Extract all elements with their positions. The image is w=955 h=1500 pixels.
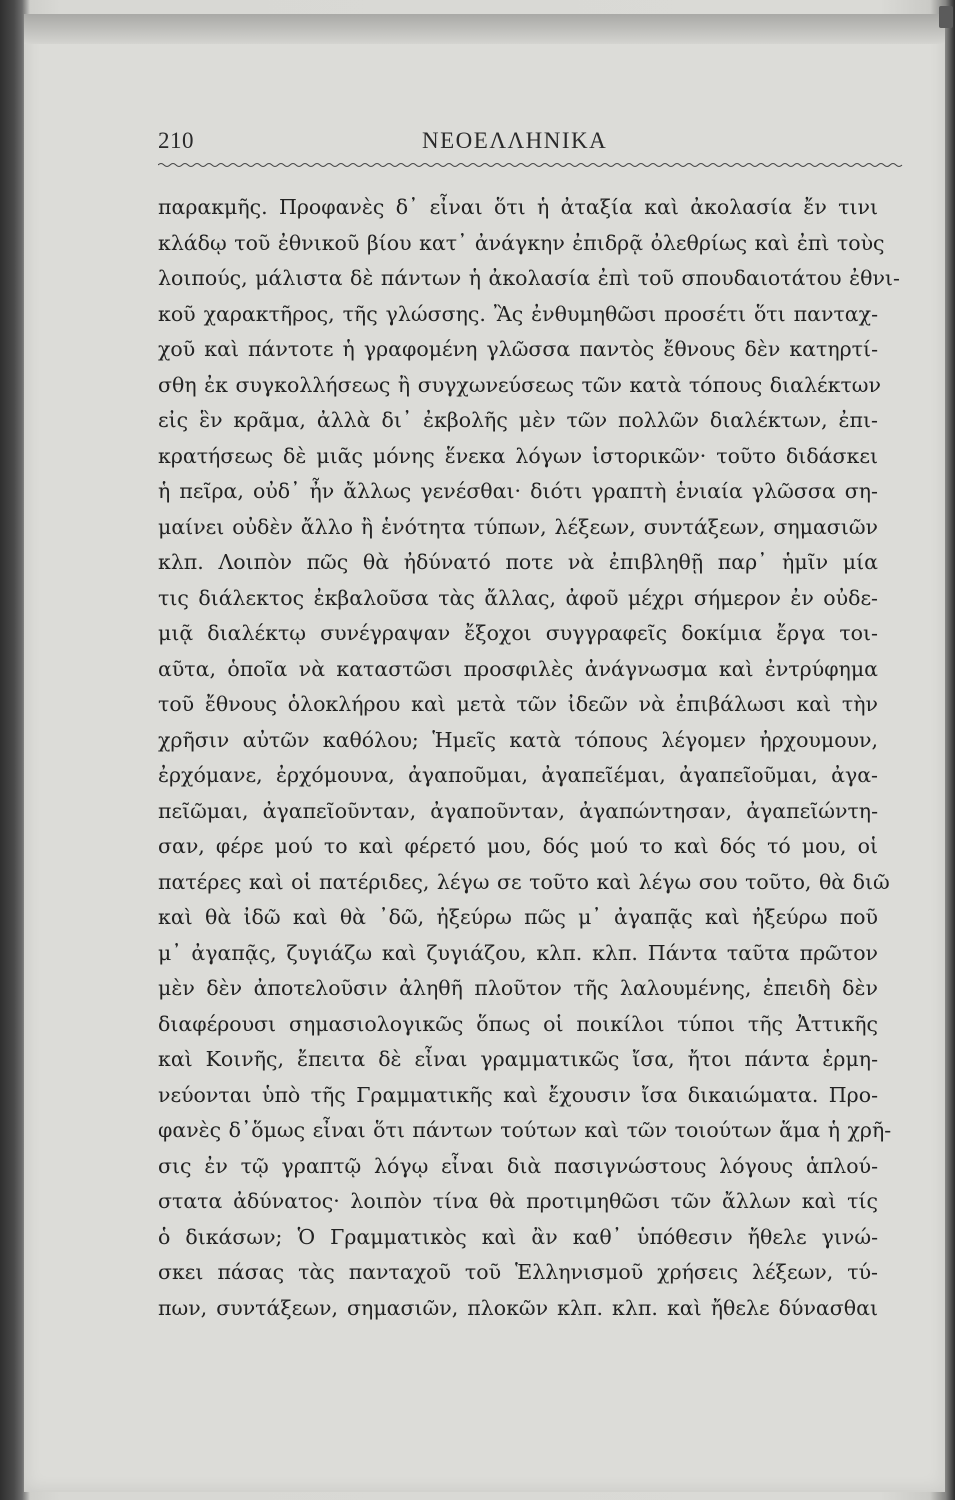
text-line: κλπ. Λοιπὸν πῶς θὰ ἠδύνατό ποτε νὰ ἐπιβληθῇ παρ᾽ ἡμῖν μία (158, 550, 878, 574)
text-line: αῦτα, ὁποῖα νὰ καταστῶσι προσφιλὲς ἀνάγνωσμα καὶ ἐντρύφημα (158, 656, 878, 681)
text-line: καὶ Κοινῆς, ἔπειτα δὲ εἶναι γραμματικῶς ἴσα, ἤτοι πάντα ἑρμη- (158, 1047, 878, 1071)
text-line: ἡ πεῖρα, οὐδ᾽ ἦν ἄλλως γενέσθαι· διότι γραπτὴ ἑνιαία γλῶσσα ση- (158, 479, 878, 503)
text-line: εἰς ἓν κρᾶμα, ἀλλὰ δι᾽ ἐκβολῆς μὲν τῶν πολλῶν διαλέκτων, ἐπι- (158, 408, 878, 432)
text-line: κλάδῳ τοῦ ἐθνικοῦ βίου κατ᾽ ἀνάγκην ἐπιδρᾷ ὀλεθρίως καὶ ἐπὶ τοὺς (158, 230, 885, 255)
text-line: κοῦ χαρακτῆρος, τῆς γλώσσης. Ἂς ἐνθυμηθῶσι προσέτι ὅτι πανταχ- (158, 301, 878, 326)
text-line: ἐρχόμανε, ἐρχόμουνα, ἀγαποῦμαι, ἀγαπεῖέμαι, ἀγαπεῖοῦμαι, ἀγα- (158, 763, 878, 787)
text-line: παρακμῆς. Προφανὲς δ᾽ εἶναι ὅτι ἡ ἀταξία καὶ ἀκολασία ἔν τινι (158, 195, 878, 219)
text-line: πεῖῶμαι, ἀγαπεῖοῦνταν, ἀγαποῦνταν, ἀγαπώντησαν, ἀγαπεῖώντη- (158, 798, 878, 823)
text-line: καὶ θὰ ἰδῶ καὶ θὰ ᾽δῶ, ἠξεύρω πῶς μ᾽ ἀγαπᾷς καὶ ἠξεύρω ποῦ (158, 905, 878, 929)
text-line: τοῦ ἔθνους ὁλοκλήρου καὶ μετὰ τῶν ἰδεῶν νὰ ἐπιβάλωσι καὶ τὴν (158, 692, 878, 716)
text-line: κρατήσεως δὲ μιᾶς μόνης ἕνεκα λόγων ἱστορικῶν· τοῦτο διδάσκει (158, 443, 878, 468)
text-line: λοιπούς, μάλιστα δὲ πάντων ἡ ἀκολασία ἐπὶ τοῦ σπουδαιοτάτου ἐθνι- (158, 266, 900, 290)
text-line: σις ἐν τῷ γραπτῷ λόγῳ εἶναι διὰ πασιγνώστους λόγους ἁπλού- (158, 1153, 878, 1178)
text-line: διαφέρουσι σημασιολογικῶς ὅπως οἱ ποικίλοι τύποι τῆς Ἀττικῆς (158, 1011, 878, 1036)
text-line: μ᾽ ἀγαπᾷς, ζυγιάζω καὶ ζυγιάζου, κλπ. κλπ. Πάντα ταῦτα πρῶτον (158, 940, 878, 965)
text-line: πων, συντάξεων, σημασιῶν, πλοκῶν κλπ. κλπ. καὶ ἤθελε δύνασθαι (158, 1295, 878, 1320)
text-line: σκει πάσας τὰς πανταχοῦ τοῦ Ἑλληνισμοῦ χρήσεις λέξεων, τύ- (158, 1260, 878, 1284)
text-line: σθη ἐκ συγκολλήσεως ἢ συγχωνεύσεως τῶν κατὰ τόπους διαλέκτων (158, 372, 881, 397)
text-line: φανὲς δ᾽ὅμως εἶναι ὅτι πάντων τούτων καὶ τῶν τοιούτων ἅμα ἡ χρῆ- (158, 1118, 892, 1142)
text-line: πατέρες καὶ οἱ πατέριδες, λέγω σε τοῦτο καὶ λέγω σου τοῦτο, θὰ διῶ (158, 869, 890, 894)
text-line: μιᾷ διαλέκτῳ συνέγραψαν ἔξοχοι συγγραφεῖς δοκίμια ἔργα τοι- (158, 621, 878, 645)
body-text (158, 190, 900, 1326)
text-line: μὲν δὲν ἀποτελοῦσιν ἀληθῆ πλοῦτον τῆς λαλουμένης, ἐπειδὴ δὲν (158, 976, 878, 1000)
running-title: ΝΕΟΕΛΛΗΝΙΚΑ (422, 128, 608, 153)
text-line: νεύονται ὑπὸ τῆς Γραμματικῆς καὶ ἔχουσιν ἴσα δικαιώματα. Προ- (158, 1082, 878, 1107)
wavy-rule (158, 162, 903, 168)
text-line: χοῦ καὶ πάντοτε ἡ γραφομένη γλῶσσα παντὸς ἔθνους δὲν κατηρτί- (158, 337, 878, 361)
page-number: 210 (158, 128, 194, 153)
scan-edge (945, 0, 955, 1500)
text-line: σαν, φέρε μού το καὶ φέρετό μου, δός μού το καὶ δός τό μου, οἱ (158, 834, 878, 858)
text-line: ὁ δικάσων; Ὁ Γραμματικὸς καὶ ἂν καθ᾽ ὑπόθεσιν ἤθελε γινώ- (158, 1224, 878, 1249)
text-line: στατα ἀδύνατος· λοιπὸν τίνα θὰ προτιμηθῶσι τῶν ἄλλων καὶ τίς (158, 1189, 878, 1213)
page-header (158, 128, 903, 168)
text-line: χρῆσιν αὐτῶν καθόλου; Ἡμεῖς κατὰ τόπους λέγομεν ἠρχουμουν, (158, 727, 878, 752)
corner-mark (939, 6, 953, 28)
text-line: μαίνει οὐδὲν ἄλλο ἢ ἑνότητα τύπων, λέξεων, συντάξεων, σημασιῶν (158, 514, 878, 539)
text-line: τις διάλεκτος ἐκβαλοῦσα τὰς ἄλλας, ἀφοῦ μέχρι σήμερον ἐν οὐδε- (158, 585, 878, 610)
